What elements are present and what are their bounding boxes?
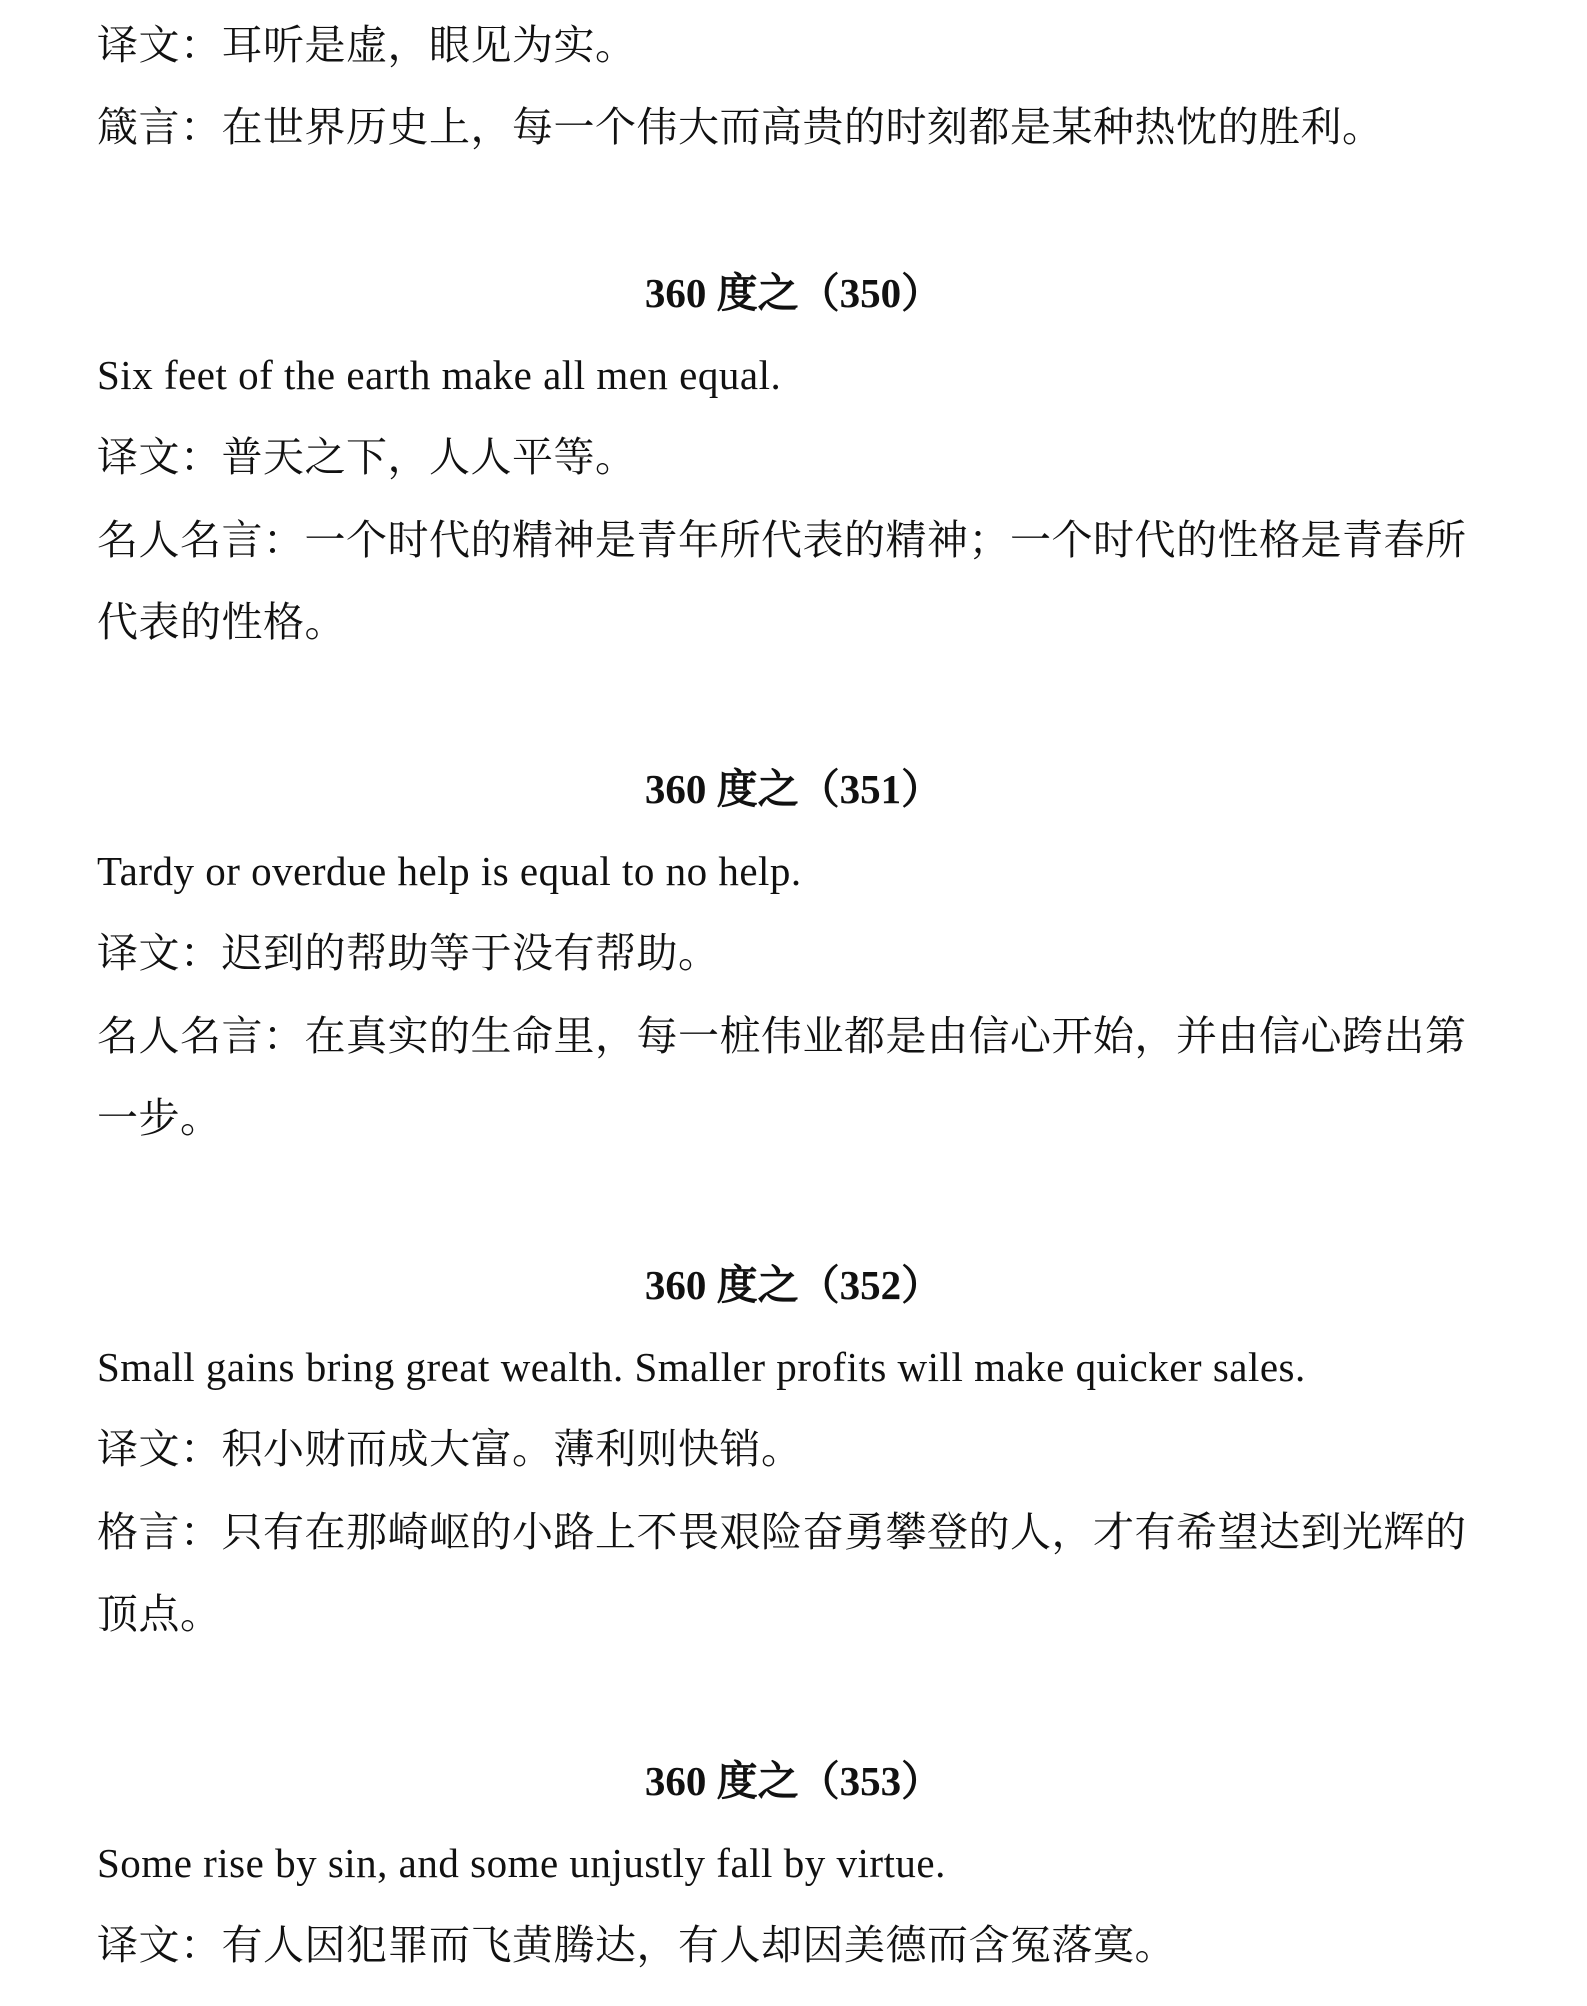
quote-line-continued: 一步。 — [97, 1095, 222, 1141]
translation-line: 译文：迟到的帮助等于没有帮助。 — [97, 930, 720, 976]
translation-line: 译文：普天之下，人人平等。 — [97, 434, 637, 480]
english-sentence: Six feet of the earth make all men equal. — [97, 352, 782, 398]
quote-line-continued: 代表的性格。 — [97, 599, 346, 645]
translation-line: 译文：有人因犯罪而飞黄腾达，有人却因美德而含冤落寞。 — [97, 1922, 1176, 1968]
english-sentence: Small gains bring great wealth. Smaller profits will make quicker sales. — [97, 1344, 1306, 1390]
quote-line-continued: 顶点。 — [97, 1591, 222, 1637]
quote-line: 格言：只有在那崎岖的小路上不畏艰险奋勇攀登的人，才有希望达到光辉的 — [97, 1509, 1467, 1555]
english-sentence: Tardy or overdue help is equal to no help. — [97, 848, 802, 894]
quote-line: 名人名言：在真实的生命里，每一桩伟业都是由信心开始，并由信心跨出第 — [97, 1013, 1467, 1059]
section-heading-353: 360 度之（353） — [644, 1758, 943, 1804]
section-heading-350: 360 度之（350） — [644, 270, 943, 316]
english-sentence: Some rise by sin, and some unjustly fall by virtue. — [97, 1840, 946, 1886]
section-heading-352: 360 度之（352） — [644, 1262, 943, 1308]
quote-line: 名人名言：一个时代的精神是青年所代表的精神；一个时代的性格是青春所 — [97, 517, 1467, 563]
motto-line: 箴言：在世界历史上，每一个伟大而高贵的时刻都是某种热忱的胜利。 — [97, 104, 1384, 150]
section-heading-351: 360 度之（351） — [644, 766, 943, 812]
translation-line: 译文：耳听是虚，眼见为实。 — [97, 22, 637, 68]
translation-line: 译文：积小财而成大富。薄利则快销。 — [97, 1426, 803, 1472]
